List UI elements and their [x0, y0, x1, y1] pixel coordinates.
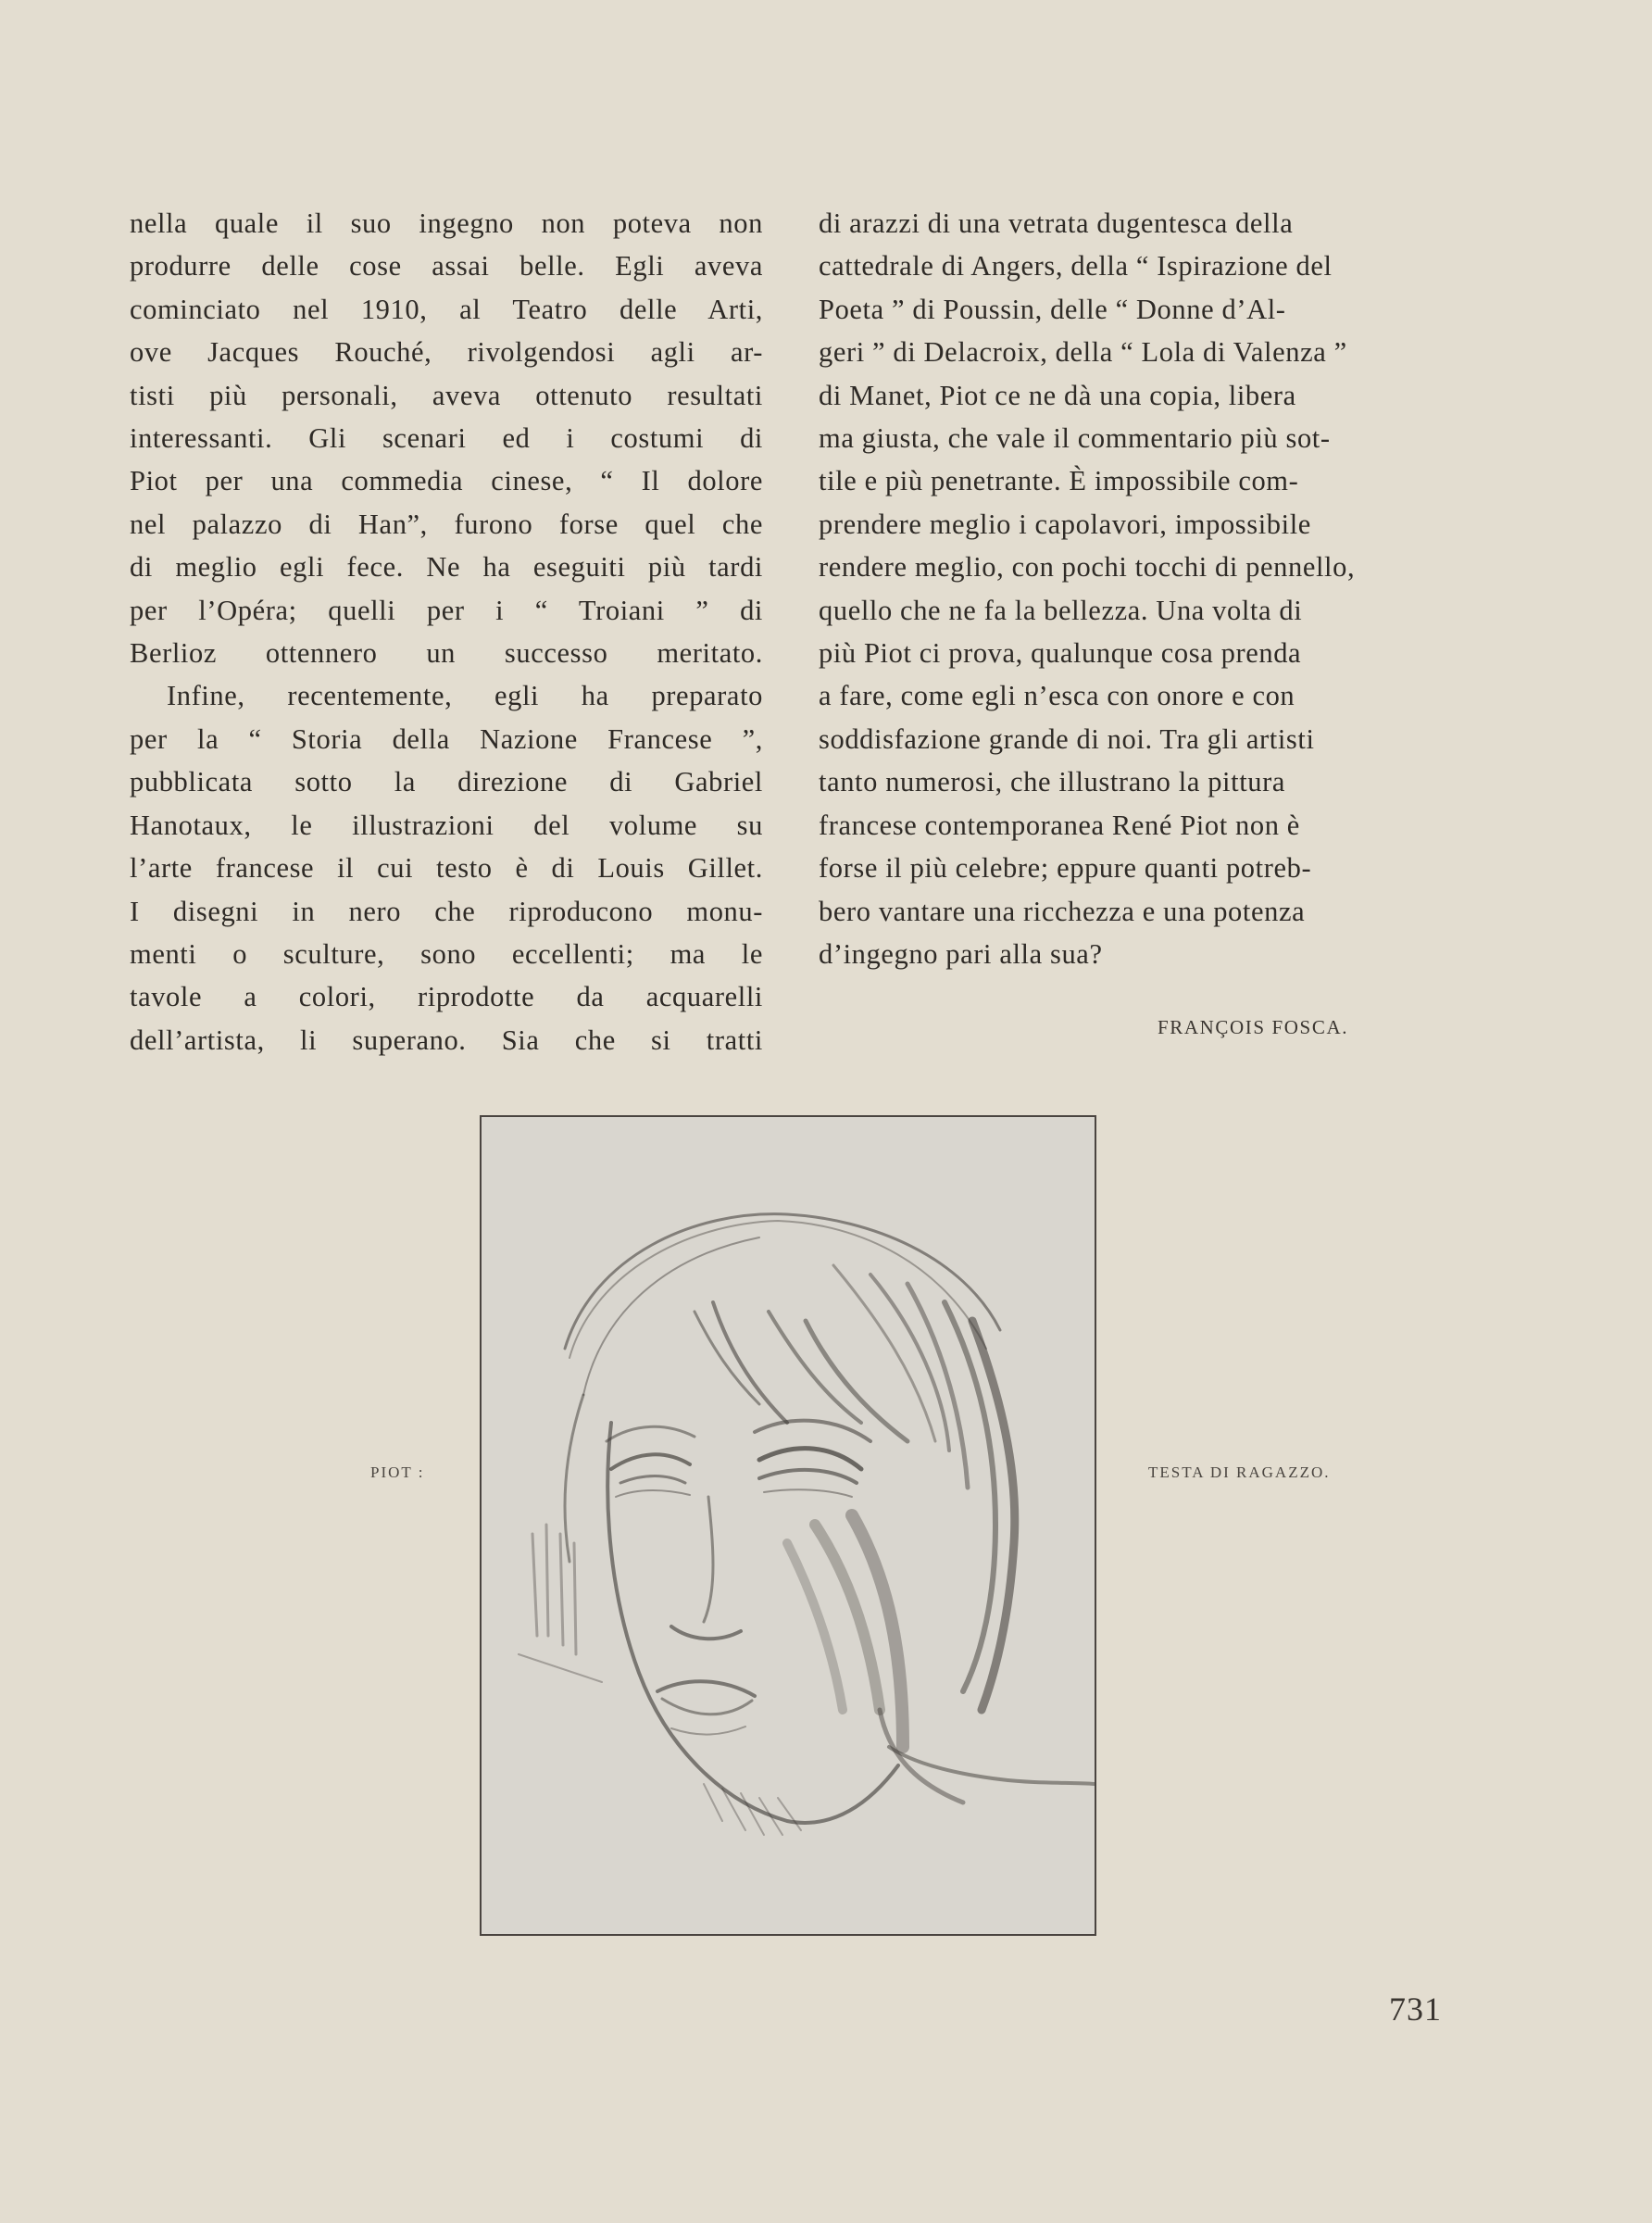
- portrait-drawing: [480, 1115, 1096, 1936]
- text-line: tile e più penetrante. È impossibile com-: [819, 465, 1299, 497]
- text-line: Poeta ” di Poussin, delle “ Donne d’Al-: [819, 293, 1286, 325]
- text-line: francese contemporanea René Piot non è: [819, 809, 1300, 841]
- text-line: soddisfazione grande di noi. Tra gli artisti: [819, 722, 1315, 755]
- text-line: bero vantare una ricchezza e una potenza: [819, 895, 1306, 927]
- text-line: ma giusta, che vale il commentario più sot-: [819, 422, 1331, 455]
- text-line: geri ” di Delacroix, della “ Lola di Valenza ”: [819, 336, 1347, 369]
- text-line: tisti più personali, aveva ottenuto resultati: [130, 379, 763, 411]
- text-line: di arazzi di una vetrata dugentesca della: [819, 207, 1294, 239]
- text-line: pubblicata sotto la direzione di Gabriel: [130, 766, 763, 798]
- text-line: dell’artista, li superano. Sia che si tratti: [130, 1024, 763, 1056]
- text-line: rendere meglio, con pochi tocchi di pennello,: [819, 551, 1356, 584]
- text-line: d’ingegno pari alla sua?: [819, 937, 1103, 970]
- text-line: di Manet, Piot ce ne dà una copia, libera: [819, 379, 1296, 411]
- figure-caption-title: TESTA DI RAGAZZO.: [1148, 1463, 1331, 1481]
- text-line: prendere meglio i capolavori, impossibile: [819, 508, 1311, 540]
- text-line: nella quale il suo ingegno non poteva non: [130, 207, 763, 239]
- text-line: tavole a colori, riprodotte da acquarelli: [130, 981, 763, 1013]
- text-line: ove Jacques Rouché, rivolgendosi agli ar-: [130, 336, 763, 369]
- text-line: I disegni in nero che riproducono monu-: [130, 895, 763, 927]
- text-line: forse il più celebre; eppure quanti potreb-: [819, 852, 1312, 885]
- left-column: [130, 202, 763, 1061]
- text-line: cominciato nel 1910, al Teatro delle Arti,: [130, 293, 763, 325]
- text-line: più Piot ci prova, qualunque cosa prenda: [819, 637, 1302, 670]
- figure-caption-artist: PIOT :: [370, 1463, 425, 1481]
- text-line: a fare, come egli n’esca con onore e con: [819, 680, 1295, 712]
- text-line: menti o sculture, sono eccellenti; ma le: [130, 937, 763, 970]
- text-line: Berlioz ottennero un successo meritato.: [130, 637, 763, 670]
- text-line: Infine, recentemente, egli ha preparato: [167, 680, 763, 712]
- paragraph-2: [130, 674, 763, 1061]
- text-line: Piot per una commedia cinese, “ Il dolore: [130, 465, 763, 497]
- text-line: quello che ne fa la bellezza. Una volta di: [819, 594, 1303, 626]
- text-line: nel palazzo di Han”, furono forse quel che: [130, 508, 763, 540]
- text-line: interessanti. Gli scenari ed i costumi di: [130, 422, 763, 455]
- text-line: cattedrale di Angers, della “ Ispirazione del: [819, 250, 1333, 283]
- sketch-illustration: [482, 1117, 1095, 1934]
- paragraph-3: [819, 202, 1452, 975]
- text-line: tanto numerosi, che illustrano la pittura: [819, 766, 1286, 798]
- text-line: l’arte francese il cui testo è di Louis Gillet.: [130, 852, 763, 885]
- text-line: per l’Opéra; quelli per i “ Troiani ” di: [130, 594, 763, 626]
- paragraph-1: [130, 202, 763, 674]
- right-column: [819, 202, 1452, 975]
- text-line: Hanotaux, le illustrazioni del volume su: [130, 809, 763, 841]
- page-number: 731: [1389, 1991, 1442, 2028]
- text-line: produrre delle cose assai belle. Egli aveva: [130, 250, 763, 283]
- text-line: di meglio egli fece. Ne ha eseguiti più tardi: [130, 551, 763, 584]
- author-signature: FRANÇOIS FOSCA.: [1158, 1016, 1349, 1038]
- text-line: per la “ Storia della Nazione Francese ”,: [130, 722, 763, 755]
